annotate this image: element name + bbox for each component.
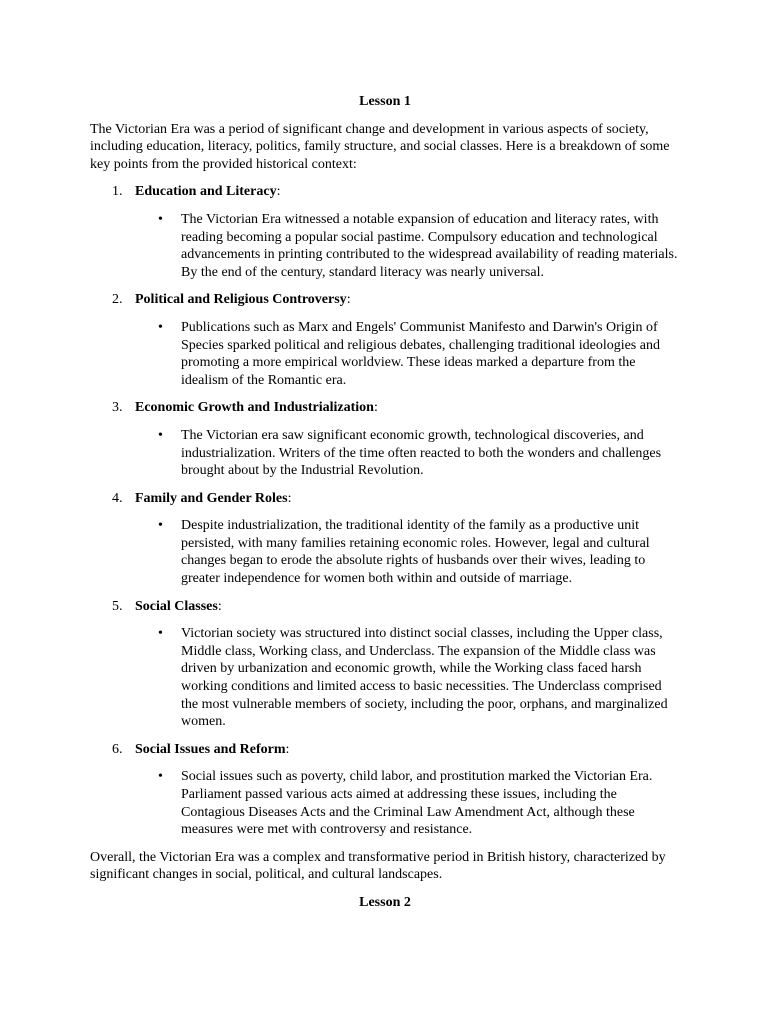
title-colon: : [346,292,351,308]
lesson-1-heading: Lesson 1 [359,94,411,109]
list-item [90,183,680,281]
list-item-heading [90,490,680,508]
bullet-point [90,517,680,587]
document-page [90,86,680,912]
list-number: 4. [112,490,123,506]
list-item-title: Political and Religious Controversy [135,292,347,308]
title-colon: : [285,741,290,757]
list-item-heading [90,183,680,201]
bullet-text: Victorian society was structured into distinct social classes, including the Upper class, Middle class, Working class, and Underclass. The expansion of the Middle class was driven by urbanization and economic growth, while the Working class faced harsh working conditions and limited access to basic necessities. The Underclass comprised the most vulnerable members of society, including the poor, orphans, and marginalized women. [181,626,668,730]
intro-paragraph: The Victorian Era was a period of significant change and development in various aspects of society, including education, literacy, politics, family structure, and social classes. Here is a breakdown of some key points from the provided historical context: [90,121,670,172]
list-item [90,490,680,588]
bullet-text: The Victorian Era witnessed a notable expansion of education and literacy rates, with reading becoming a popular social pastime. Compulsory education and technological advancements in printing contributed to the widespread availability of reading materials. By the end of the century, standard literacy was nearly universal. [181,211,678,280]
title-colon: : [276,184,281,200]
bullet-point [90,768,680,838]
bullet-icon: • [158,626,163,642]
list-number: 1. [112,184,123,200]
title-colon: : [217,598,222,614]
title-colon: : [287,490,292,506]
list-item-title: Social Issues and Reform [135,741,286,757]
list-item-heading [90,598,680,616]
list-item-title: Education and Literacy [135,184,277,200]
bullet-point [90,319,680,389]
bullet-icon: • [158,211,163,227]
bullet-point [90,211,680,281]
list-item [90,741,680,839]
lesson-2-heading: Lesson 2 [359,894,411,910]
bullet-icon: • [158,319,163,335]
bullet-point [90,625,680,731]
bullet-icon: • [158,518,163,534]
title-colon: : [373,400,378,416]
bullet-text: The Victorian era saw significant economic growth, technological discoveries, and industrialization. Writers of the time often reacted to both the wonders and challenges brought about by the Industrial Revolution. [181,427,662,479]
list-item-title: Family and Gender Roles [135,490,288,506]
list-item-heading [90,291,680,309]
list-item-title: Economic Growth and Industrialization [135,400,374,416]
key-points-list [90,183,680,838]
bullet-text: Social issues such as poverty, child labor, and prostitution marked the Victorian Era. Parliament passed various acts aimed at addressing these issues, including the Contagious Diseases Acts and the Criminal Law Amendment Act, although these measures were met with controversy and resistance. [181,769,653,838]
list-item-heading [90,399,680,417]
list-number: 3. [112,400,123,416]
bullet-text: Publications such as Marx and Engels' Communist Manifesto and Darwin's Origin of Species sparked political and religious debates, challenging traditional ideologies and promoting a more empirical worldview. These ideas marked a departure from the idealism of the Romantic era. [181,319,660,388]
bullet-point [90,427,680,480]
list-item [90,291,680,389]
list-item-title: Social Classes [135,598,218,614]
bullet-icon: • [158,427,163,443]
list-number: 5. [112,598,123,614]
conclusion-paragraph: Overall, the Victorian Era was a complex and transformative period in British history, characterized by significant changes in social, political, and cultural landscapes. [90,849,666,883]
list-number: 6. [112,741,123,757]
list-number: 2. [112,292,123,308]
list-item [90,399,680,479]
list-item [90,598,680,731]
list-item-heading [90,741,680,759]
bullet-text: Despite industrialization, the traditional identity of the family as a productive unit persisted, with many families retaining economic roles. However, legal and cultural changes began to erode the absolute rights of husbands over their wives, leading to greater independence for women both within and outside of marriage. [181,518,650,587]
bullet-icon: • [158,769,163,785]
